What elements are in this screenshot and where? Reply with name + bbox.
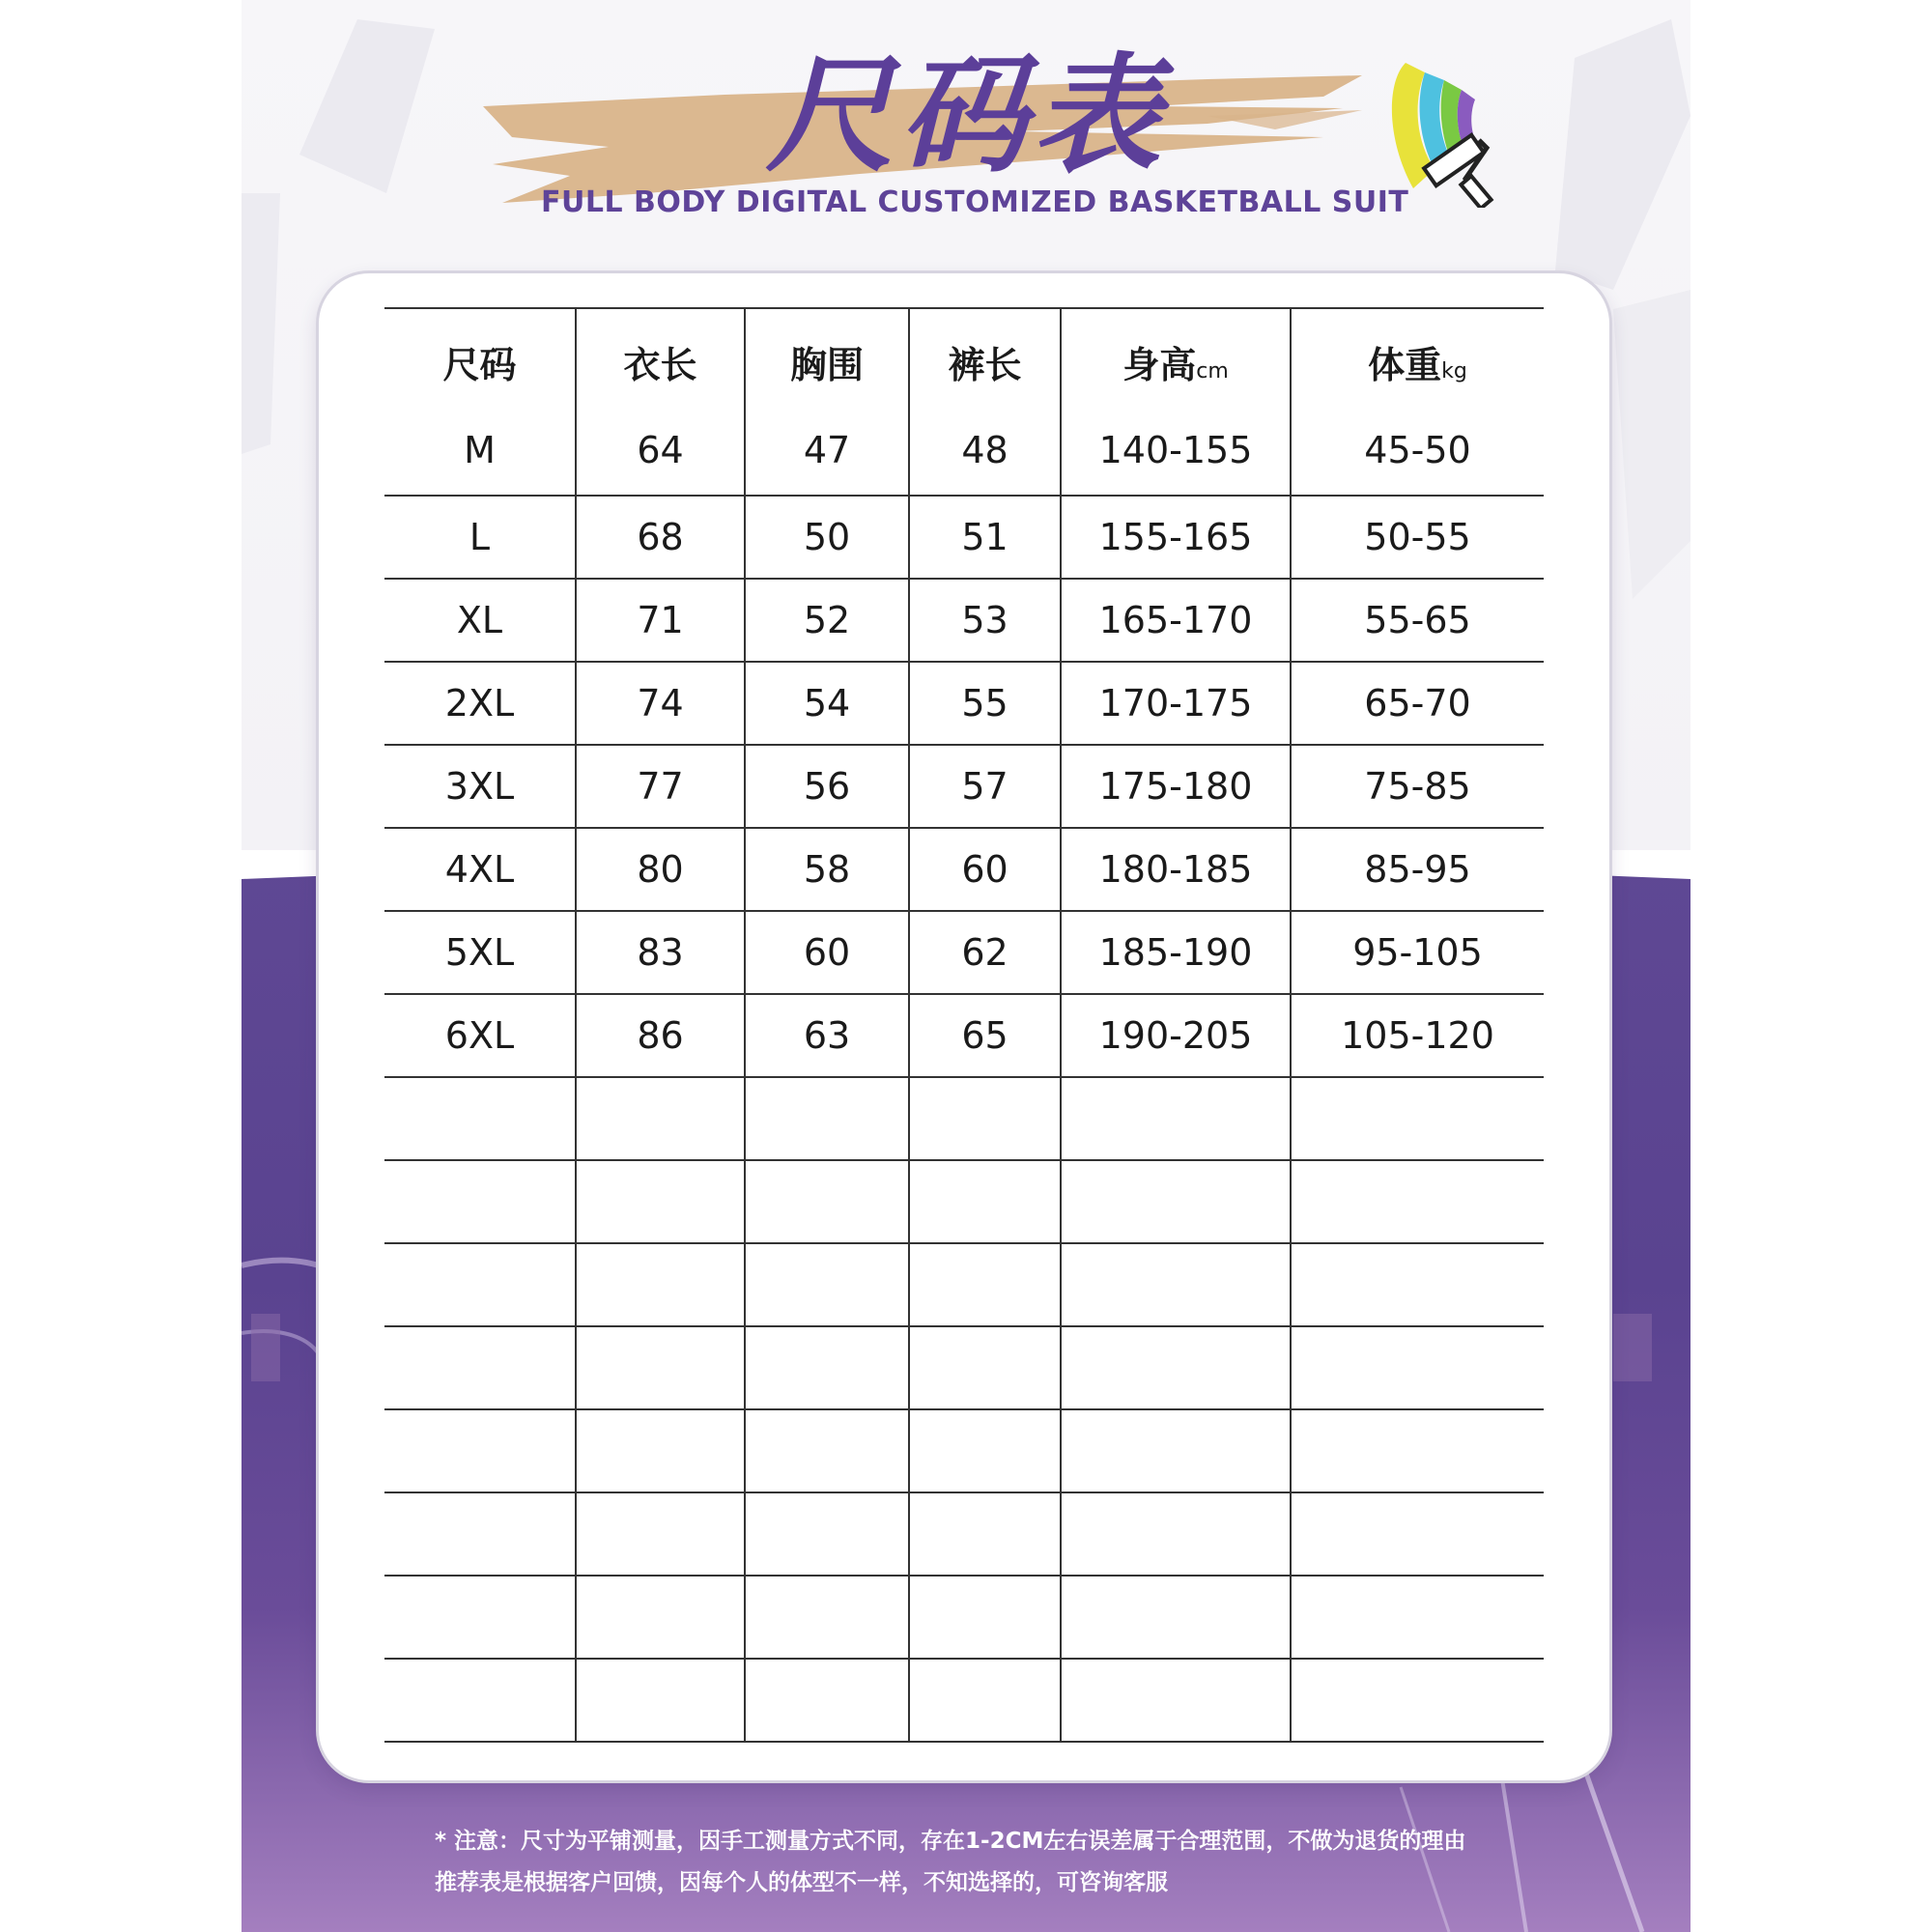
header-height: 身高cm [1061, 308, 1291, 413]
table-cell: 2XL [384, 662, 576, 745]
table-cell: 62 [909, 911, 1061, 994]
table-cell: 95-105 [1291, 911, 1544, 994]
empty-table-cell [745, 1160, 909, 1243]
empty-table-cell [1291, 1659, 1544, 1742]
table-cell: 80 [576, 828, 745, 911]
empty-table-cell [1061, 1160, 1291, 1243]
empty-table-cell [576, 1077, 745, 1160]
header-weight: 体重kg [1291, 308, 1544, 413]
table-cell: 105-120 [1291, 994, 1544, 1077]
size-table [384, 307, 1544, 1743]
page-subtitle: FULL BODY DIGITAL CUSTOMIZED BASKETBALL SUIT [541, 185, 1409, 219]
table-cell: 75-85 [1291, 745, 1544, 828]
table-cell: 63 [745, 994, 909, 1077]
table-cell: L [384, 496, 576, 579]
table-cell: 175-180 [1061, 745, 1291, 828]
table-cell: 190-205 [1061, 994, 1291, 1077]
empty-table-cell [384, 1492, 576, 1576]
table-row [384, 994, 1544, 1077]
empty-table-cell [909, 1160, 1061, 1243]
empty-table-cell [909, 1326, 1061, 1409]
table-row [384, 828, 1544, 911]
header-length: 衣长 [576, 308, 745, 413]
empty-table-cell [1291, 1492, 1544, 1576]
table-cell: 52 [745, 579, 909, 662]
disclaimer-note: * 注意：尺寸为平铺测量，因手工测量方式不同，存在1-2CM左右误差属于合理范围，不做为退货的理由 [435, 1829, 1466, 1854]
empty-table-cell [1291, 1409, 1544, 1492]
empty-table-cell [1061, 1576, 1291, 1659]
table-cell: 180-185 [1061, 828, 1291, 911]
table-cell: 64 [576, 413, 745, 496]
empty-table-cell [745, 1077, 909, 1160]
table-row [384, 745, 1544, 828]
empty-table-cell [576, 1243, 745, 1326]
table-cell: 3XL [384, 745, 576, 828]
table-cell: 85-95 [1291, 828, 1544, 911]
table-cell: 48 [909, 413, 1061, 496]
empty-table-cell [1061, 1326, 1291, 1409]
table-cell: 50 [745, 496, 909, 579]
paint-roller-icon [1386, 43, 1507, 208]
empty-table-cell [909, 1492, 1061, 1576]
empty-table-cell [384, 1326, 576, 1409]
table-body [384, 413, 1544, 1742]
empty-table-row [384, 1160, 1544, 1243]
empty-table-cell [745, 1492, 909, 1576]
empty-table-cell [384, 1077, 576, 1160]
empty-table-cell [1061, 1409, 1291, 1492]
empty-table-row [384, 1576, 1544, 1659]
table-cell: 45-50 [1291, 413, 1544, 496]
empty-table-cell [745, 1326, 909, 1409]
empty-table-cell [1291, 1243, 1544, 1326]
empty-table-cell [1291, 1576, 1544, 1659]
table-cell: 53 [909, 579, 1061, 662]
empty-table-cell [745, 1576, 909, 1659]
empty-table-cell [1291, 1326, 1544, 1409]
empty-table-cell [576, 1492, 745, 1576]
empty-table-cell [576, 1160, 745, 1243]
table-cell: 65 [909, 994, 1061, 1077]
table-row [384, 579, 1544, 662]
empty-table-cell [1061, 1243, 1291, 1326]
empty-table-row [384, 1326, 1544, 1409]
table-cell: 165-170 [1061, 579, 1291, 662]
table-cell: M [384, 413, 576, 496]
empty-table-cell [909, 1409, 1061, 1492]
empty-table-cell [745, 1409, 909, 1492]
empty-table-cell [576, 1659, 745, 1742]
empty-table-cell [909, 1243, 1061, 1326]
table-row [384, 911, 1544, 994]
table-cell: 60 [909, 828, 1061, 911]
empty-table-cell [576, 1576, 745, 1659]
empty-table-row [384, 1409, 1544, 1492]
table-header-row [384, 308, 1544, 413]
table-cell: 77 [576, 745, 745, 828]
table-row [384, 413, 1544, 496]
table-cell: 47 [745, 413, 909, 496]
empty-table-row [384, 1243, 1544, 1326]
table-cell: 83 [576, 911, 745, 994]
page-title: 尺码表 [766, 42, 1166, 190]
table-cell: 5XL [384, 911, 576, 994]
table-row [384, 662, 1544, 745]
table-cell: 4XL [384, 828, 576, 911]
empty-table-cell [909, 1576, 1061, 1659]
empty-table-row [384, 1492, 1544, 1576]
table-cell: 6XL [384, 994, 576, 1077]
table-cell: 86 [576, 994, 745, 1077]
table-cell: 55 [909, 662, 1061, 745]
empty-table-cell [745, 1659, 909, 1742]
table-cell: 74 [576, 662, 745, 745]
empty-table-cell [1061, 1659, 1291, 1742]
header-chest: 胸围 [745, 308, 909, 413]
empty-table-cell [1061, 1492, 1291, 1576]
empty-table-row [384, 1659, 1544, 1742]
empty-table-cell [384, 1659, 576, 1742]
empty-table-cell [384, 1243, 576, 1326]
empty-table-cell [384, 1409, 576, 1492]
table-cell: 68 [576, 496, 745, 579]
table-cell: 56 [745, 745, 909, 828]
empty-table-cell [909, 1077, 1061, 1160]
table-cell: 55-65 [1291, 579, 1544, 662]
empty-table-cell [1291, 1160, 1544, 1243]
header-pants-length: 裤长 [909, 308, 1061, 413]
empty-table-cell [1291, 1077, 1544, 1160]
table-cell: 54 [745, 662, 909, 745]
table-cell: 51 [909, 496, 1061, 579]
table-row [384, 496, 1544, 579]
table-cell: 58 [745, 828, 909, 911]
empty-table-cell [384, 1160, 576, 1243]
empty-table-cell [909, 1659, 1061, 1742]
table-cell: 60 [745, 911, 909, 994]
header-size: 尺码 [442, 343, 517, 386]
empty-table-row [384, 1077, 1544, 1160]
table-cell: 185-190 [1061, 911, 1291, 994]
table-cell: 140-155 [1061, 413, 1291, 496]
table-cell: 50-55 [1291, 496, 1544, 579]
table-cell: 170-175 [1061, 662, 1291, 745]
table-cell: 57 [909, 745, 1061, 828]
empty-table-cell [1061, 1077, 1291, 1160]
size-chart-poster [242, 0, 1690, 1932]
empty-table-cell [576, 1409, 745, 1492]
table-cell: 65-70 [1291, 662, 1544, 745]
recommendation-note: 推荐表是根据客户回馈，因每个人的体型不一样，不知选择的，可咨询客服 [435, 1870, 1168, 1895]
table-cell: 71 [576, 579, 745, 662]
empty-table-cell [745, 1243, 909, 1326]
empty-table-cell [384, 1576, 576, 1659]
empty-table-cell [576, 1326, 745, 1409]
table-cell: 155-165 [1061, 496, 1291, 579]
table-cell: XL [384, 579, 576, 662]
